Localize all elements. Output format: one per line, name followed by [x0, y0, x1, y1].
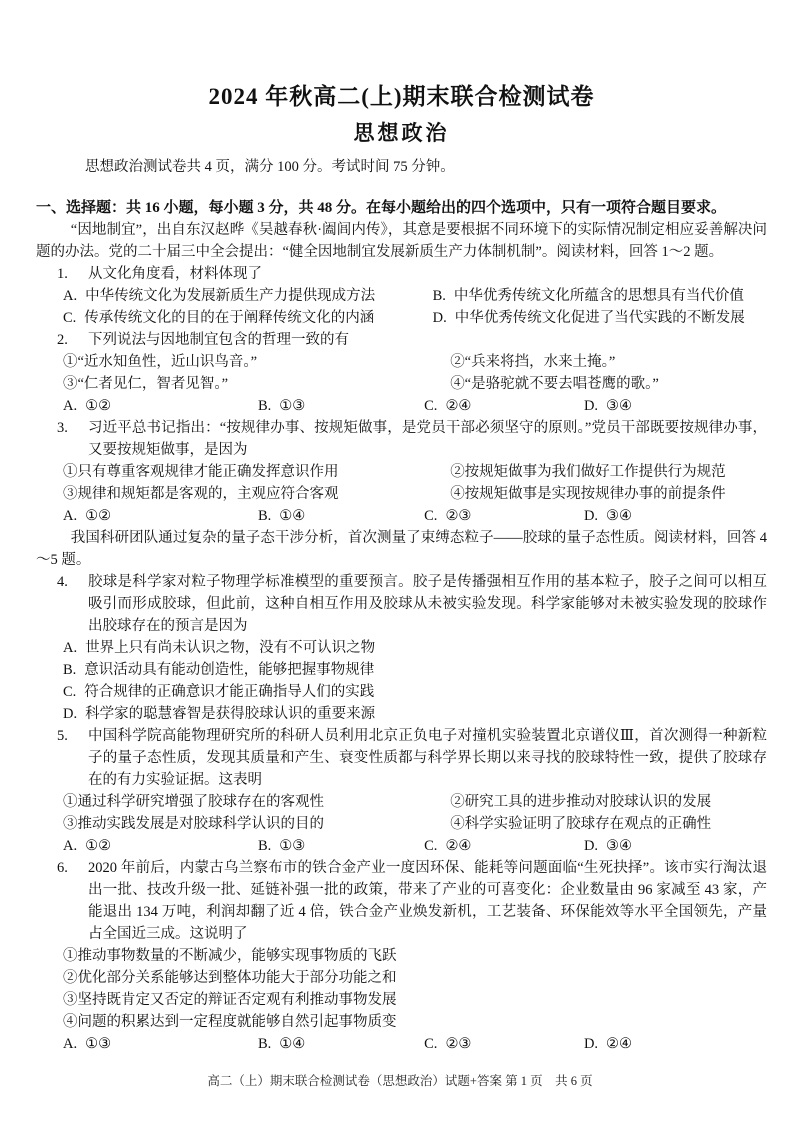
question-item: ④科学实验证明了胶球存在观点的正确性	[450, 816, 712, 832]
question-item: ①推动事物数量的不断减少，能够实现事物质的飞跃	[63, 948, 397, 964]
choice-text: 中华优秀传统文化促进了当代实践的不断发展	[454, 310, 745, 326]
choice-option	[63, 1033, 258, 1055]
choice-label: A.	[63, 838, 78, 854]
question-item: ①“近水知鱼性，近山识鸟音。”	[63, 354, 258, 370]
question-item: ②按规矩做事为我们做好工作提供行为规范	[450, 464, 726, 480]
question-item: ③推动实践发展是对胶球科学认识的目的	[63, 816, 324, 832]
choice-option	[424, 395, 584, 417]
question-choices	[63, 637, 767, 725]
choice-text: ②④	[445, 838, 472, 854]
question-choices	[63, 835, 767, 857]
choice-text: 世界上只有尚未认识之物，没有不可认识之物	[85, 640, 376, 656]
choice-text: ①②	[85, 838, 112, 854]
question-items	[63, 945, 767, 1033]
question-stem: 2020 年前后，内蒙古乌兰察布市的铁合金产业一度因环保、能耗等问题面临“生死抉择”。该市实行淘汰退出一批、技改升级一批、延链补强一批的政策，带来了产业的可喜变化：企业数量由 96 家减至 43 家，产能退出 134 万吨，利润却翻了近 4 倍，铁合金产业焕发新机，工艺装备、环保能效等水平全国领先，产量占全国近三成。这说明了	[88, 860, 767, 942]
choice-text: 符合规律的正确意识才能正确指导人们的实践	[84, 684, 375, 700]
choice-option	[584, 835, 767, 857]
choice-text: 意识活动具有能动创造性，能够把握事物规律	[84, 662, 375, 678]
question-item: ③坚持既肯定又否定的辩证否定观有利推动事物发展	[63, 992, 397, 1008]
choice-label: C.	[63, 310, 77, 326]
question-items	[63, 461, 767, 505]
question-item: ③“仁者见仁，智者见智。”	[63, 376, 229, 392]
question	[36, 571, 767, 725]
choice-label: D.	[583, 1036, 599, 1052]
intro-note: 思想政治测试卷共 4 页，满分 100 分。考试时间 75 分钟。	[85, 159, 455, 175]
choice-text: ①③	[279, 398, 306, 414]
question-choices	[63, 505, 767, 527]
choice-label: B.	[432, 288, 446, 304]
question-area	[36, 219, 767, 1055]
choice-text: ①④	[279, 1036, 306, 1052]
choice-label: C.	[424, 1036, 438, 1052]
question-stem: 中国科学院高能物理研究所的科研人员利用北京正负电子对撞机实验装置北京谱仪Ⅲ，首次测得一种新粒子的量子态性质，发现其质量和产生、衰变性质都与科学界长期以来寻找的胶球特性一致，提供了胶球存在的有力实验证据。这表明	[88, 728, 767, 788]
choice-text: ③④	[606, 508, 633, 524]
choice-text: ②④	[445, 398, 472, 414]
question-item: ①通过科学研究增强了胶球存在的客观性	[63, 794, 324, 810]
question-choices	[63, 395, 767, 417]
question-item: ①只有尊重客观规律才能正确发挥意识作用	[63, 464, 339, 480]
question-number: 2.	[57, 332, 68, 348]
choice-option	[258, 505, 424, 527]
choice-option	[258, 395, 424, 417]
question-stem: 从文化角度看，材料体现了	[88, 266, 262, 282]
choice-text: ③④	[606, 838, 633, 854]
choice-label: C.	[424, 398, 438, 414]
question	[36, 417, 767, 527]
choice-label: D.	[432, 310, 447, 326]
choice-text: 科学家的聪慧睿智是获得胶球认识的重要来源	[85, 706, 376, 722]
choice-text: 中华传统文化为发展新质生产力提供现成方法	[85, 288, 376, 304]
choice-option	[258, 1033, 424, 1055]
question-item: ④“是骆驼就不要去唱苍鹰的歌。”	[450, 376, 659, 392]
choice-label: C.	[63, 684, 77, 700]
choice-option	[63, 637, 767, 659]
choice-text: ①②	[85, 398, 112, 414]
passage: 我国科研团队通过复杂的量子态干涉分析，首次测量了束缚态粒子——胶球的量子态性质。阅读材料，回答 4～5 题。	[36, 530, 767, 568]
choice-text: ①③	[85, 1036, 112, 1052]
choice-option	[63, 285, 433, 307]
choice-label: B.	[63, 662, 77, 678]
choice-text: 传承传统文化的目的在于阐释传统文化的内涵	[84, 310, 375, 326]
choice-option	[63, 659, 767, 681]
question-item: ④按规矩做事是实现按规律办事的前提条件	[450, 486, 726, 502]
question-item: ②“兵来将挡，水来土掩。”	[450, 354, 616, 370]
section-heading: 一、选择题：共 16 小题，每小题 3 分，共 48 分。在每小题给出的四个选项中，只有一项符合题目要求。	[36, 200, 727, 216]
choice-label: D.	[583, 508, 599, 524]
choice-option	[63, 681, 767, 703]
passage: “因地制宜”，出自东汉赵晔《吴越春秋·阖闾内传》，其意是要根据不同环境下的实际情况制定相应妥善解决问题的办法。党的二十届三中全会提出：“健全因地制宜发展新质生产力体制机制”。阅读材料，回答 1～2 题。	[36, 222, 767, 260]
question-number: 4.	[57, 574, 68, 590]
choice-option	[584, 505, 767, 527]
question-stem: 下列说法与因地制宜包含的哲理一致的有	[88, 332, 349, 348]
choice-label: A.	[63, 1036, 78, 1052]
choice-option	[63, 703, 767, 725]
choice-option	[584, 1033, 767, 1055]
choice-label: A.	[63, 508, 78, 524]
question-items	[63, 351, 767, 395]
doc-subtitle: 思想政治	[353, 121, 450, 145]
question	[36, 725, 767, 857]
choice-label: C.	[424, 838, 438, 854]
choice-text: ①②	[85, 508, 112, 524]
question-item: ②优化部分关系能够达到整体功能大于部分功能之和	[63, 970, 397, 986]
question	[36, 329, 767, 417]
choice-option	[584, 395, 767, 417]
choice-option	[63, 505, 258, 527]
choice-label: D.	[583, 838, 599, 854]
choice-label: A.	[63, 398, 78, 414]
question-item: ④问题的积累达到一定程度就能够自然引起事物质变	[63, 1014, 397, 1030]
choice-text: ①③	[279, 838, 306, 854]
choice-option	[63, 395, 258, 417]
choice-option	[424, 1033, 584, 1055]
choice-label: B.	[258, 1036, 272, 1052]
choice-text: ③④	[606, 398, 633, 414]
choice-option	[424, 835, 584, 857]
choice-label: B.	[258, 838, 272, 854]
question-choices	[63, 1033, 767, 1055]
question-item: ②研究工具的进步推动对胶球认识的发展	[450, 794, 712, 810]
question-item: ③规律和规矩都是客观的，主观应符合客观	[63, 486, 339, 502]
question-number: 3.	[57, 420, 68, 436]
choice-text: ②③	[445, 1036, 472, 1052]
choice-label: B.	[258, 398, 272, 414]
choice-option	[63, 835, 258, 857]
choice-option	[63, 307, 433, 329]
choice-option	[424, 505, 584, 527]
choice-option	[433, 307, 767, 329]
choice-label: C.	[424, 508, 438, 524]
choice-label: D.	[583, 398, 599, 414]
question-number: 1.	[57, 266, 68, 282]
question-stem: 胶球是科学家对粒子物理学标准模型的重要预言。胶子是传播强相互作用的基本粒子，胶子之间可以相互吸引而形成胶球，但此前，这种自相互作用及胶球从未被实验发现。科学家能够对未被实验发现的胶球作出胶球存在的预言是因为	[88, 574, 767, 634]
question-stem: 习近平总书记指出：“按规律办事、按规矩做事，是党员干部必须坚守的原则。”党员干部既要按规律办事，又要按规矩做事，是因为	[88, 420, 767, 458]
choice-text: ②④	[606, 1036, 633, 1052]
question-items	[63, 791, 767, 835]
question-number: 6.	[57, 860, 68, 876]
choice-label: D.	[63, 706, 78, 722]
choice-label: A.	[63, 640, 78, 656]
page-footer: 高二（上）期末联合检测试卷（思想政治）试题+答案 第 1 页 共 6 页	[207, 1074, 593, 1088]
choice-label: B.	[258, 508, 272, 524]
question-number: 5.	[57, 728, 68, 744]
choice-option	[433, 285, 767, 307]
choice-text: ②③	[445, 508, 472, 524]
question	[36, 857, 767, 1055]
choice-text: 中华优秀传统文化所蕴含的思想具有当代价值	[453, 288, 744, 304]
question-choices	[63, 285, 767, 329]
choice-option	[258, 835, 424, 857]
choice-label: A.	[63, 288, 78, 304]
choice-text: ①④	[279, 508, 306, 524]
doc-title: 2024 年秋高二(上)期末联合检测试卷	[208, 84, 595, 109]
question	[36, 263, 767, 329]
